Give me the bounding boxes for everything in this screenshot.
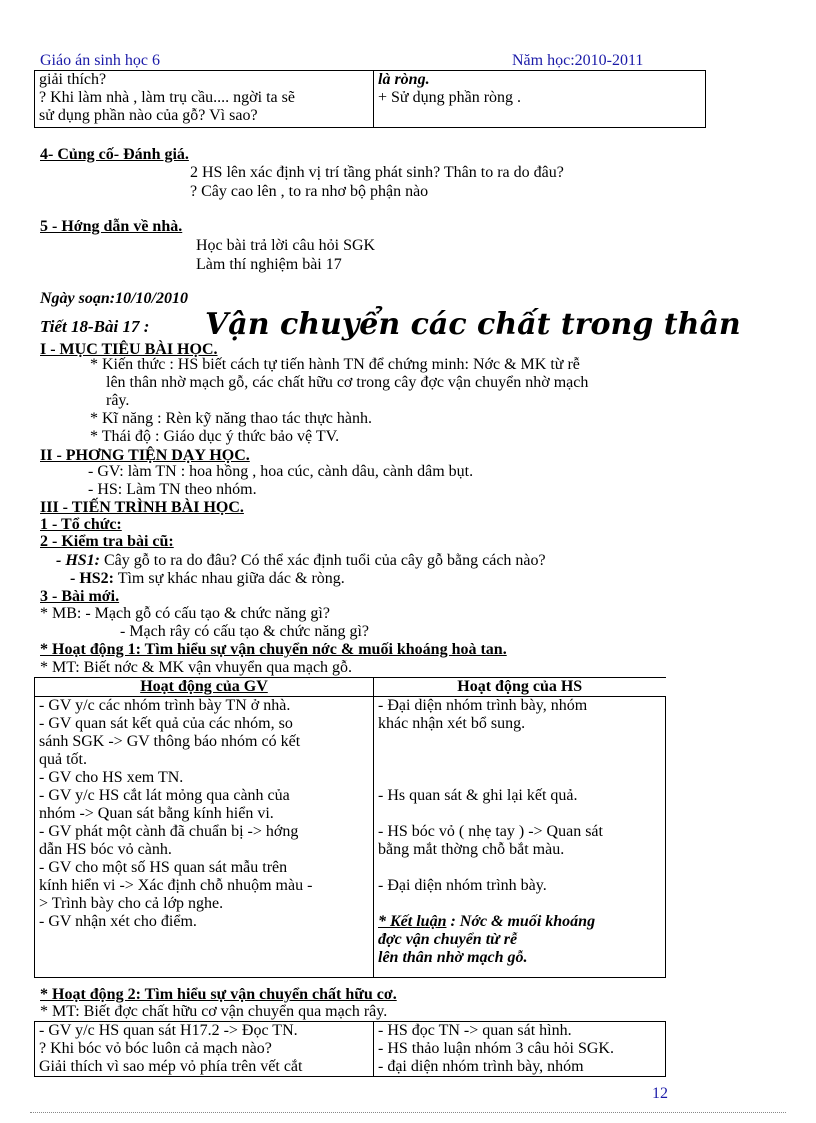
hs-spacer [378,895,661,913]
activity2-mt: * MT: Biết đợc chất hữu cơ vận chuyển qua mạch rây. [40,1003,388,1020]
gv-line: - GV y/c HS cắt lát mỏng qua cành của [39,787,290,804]
header-right: Năm học:2010-2011 [512,52,644,69]
lesson-title: Vận chuyển các chất trong thân [205,307,741,342]
objectives-heading: I - MỤC TIÊU BÀI HỌC. [40,341,218,358]
hs-line: - HS thảo luận nhóm 3 câu hỏi SGK. [378,1040,614,1057]
conclusion-line: lên thân nhờ mạch gỗ. [378,949,528,966]
check-heading [40,533,174,551]
top-left-line: ? Khi làm nhà , làm trụ cầu.... ngời ta sẽ [39,89,295,106]
gv-line: - GV phát một cành đã chuẩn bị -> hớng [39,823,299,840]
org-heading: 1 - Tổ chức: [40,516,122,533]
gv-line: quả tốt. [39,751,87,768]
page-bottom-rule [30,1112,786,1113]
mb-line: * MB: - Mạch gỗ có cấu tạo & chức năng gì? [40,605,330,622]
date-line: Ngày soạn:10/10/2010 [40,290,188,307]
hs1-label: - HS1: [56,552,100,569]
activity1-gv-cell [35,697,374,978]
page-number: 12 [652,1085,668,1102]
activity1-mt: * MT: Biết nớc & MK vận vhuyển qua mạch gỗ. [40,659,353,676]
hs-line: khác nhận xét bổ sung. [378,715,526,732]
new-lesson-heading: 3 - Bài mới. [40,588,120,605]
top-right-line: + Sử dụng phần ròng . [378,89,522,106]
col-header-gv-text: Hoạt động của GV [140,678,268,695]
activity2-hs-cell [374,1022,666,1077]
top-table-right-cell [374,71,706,128]
knowledge-line: * Kiến thức : HS biết cách tự tiến hành TN để chứng minh: Nớc & MK từ rễ [90,356,580,373]
gv-line: sánh SGK -> GV thông báo nhóm có kết [39,733,301,750]
col-header-hs [374,678,666,697]
gv-line: - GV cho HS xem TN. [39,769,184,786]
process-heading: III - TIẾN TRÌNH BÀI HỌC. [40,499,244,516]
means-hs: - HS: Làm TN theo nhóm. [88,481,257,498]
section5-line: Học bài trả lời câu hỏi SGK [196,237,376,254]
top-table [34,70,706,128]
hs-line: - HS đọc TN -> quan sát hình. [378,1022,572,1039]
gv-line: - GV quan sát kết quả của các nhóm, so [39,715,293,732]
hs-line: - HS bóc vỏ ( nhẹ tay ) -> Quan sát [378,823,603,840]
activity1-table [34,677,666,978]
hs-spacer [378,805,661,823]
hs1-text: Cây gỗ to ra do đâu? Có thể xác định tuổi của cây gỗ bằng cách nào? [100,552,546,569]
activity2-table [34,1021,666,1077]
header-left: Giáo án sinh học 6 [40,52,160,69]
hs-spacer [378,733,661,787]
gv-line: dẫn HS bóc vỏ cành. [39,841,172,858]
gv-line: Giải thích vì sao mép vỏ phía trên vết cắt [39,1058,303,1075]
gv-line: ? Khi bóc vỏ bóc luôn cả mạch nào? [39,1040,272,1057]
means-heading: II - PHƠNG TIỆN DẠY HỌC. [40,447,250,464]
top-left-line: sử dụng phần nào của gỗ? Vì sao? [39,107,258,124]
section4-line: ? Cây cao lên , to ra nhơ bộ phận nào [190,183,429,200]
activity2-heading: * Hoạt động 2: Tìm hiểu sự vận chuyển chất hữu cơ. [40,986,397,1003]
conclusion-line [378,913,661,931]
hs-spacer [378,859,661,877]
gv-line: - GV cho một số HS quan sát mẫu trên [39,859,288,876]
section5-heading: 5 - Hớng dẫn về nhà. [40,218,183,235]
gv-line: - GV y/c các nhóm trình bày TN ở nhà. [39,697,291,714]
conclusion-line: đợc vận chuyển từ rễ [378,931,518,948]
gv-line: kính hiển vi -> Xác định chỗ nhuộm màu - [39,877,313,894]
section5-line: Làm thí nghiệm bài 17 [196,256,342,273]
means-gv: - GV: làm TN : hoa hồng , hoa cúc, cành dâu, cành dâm bụt. [88,463,474,480]
col-header-hs-text: Hoạt động của HS [457,678,583,695]
knowledge-line: lên thân nhờ mạch gỗ, các chất hữu cơ trong cây đợc vận chuyển nhờ mạch [106,374,589,391]
hs1-line [56,552,546,570]
hs2-text: Tìm sự khác nhau giữa dác & ròng. [114,570,345,587]
section4-line: 2 HS lên xác định vị trí tầng phát sinh? Thân to ra do đâu? [190,164,564,181]
lesson-prefix: Tiết 18-Bài 17 : [40,317,150,336]
hs-line: bằng mắt thờng chỗ bắt màu. [378,841,565,858]
top-left-line: giải thích? [39,71,107,88]
gv-line: > Trình bày cho cả lớp nghe. [39,895,224,912]
hs2-label: - HS2: [70,570,114,587]
col-header-gv [35,678,374,697]
conclusion-text: : Nớc & muối khoáng [446,913,596,930]
mb-line: - Mạch rây có cấu tạo & chức năng gì? [120,623,370,640]
section4-heading: 4- Củng cố- Đánh giá. [40,146,189,163]
hs-line: - Đại diện nhóm trình bày. [378,877,547,894]
attitude-line: * Thái độ : Giáo dục ý thức bảo vệ TV. [90,428,340,445]
gv-line: - GV nhận xét cho điểm. [39,913,197,930]
activity1-heading: * Hoạt động 1: Tìm hiểu sự vận chuyển nớc & muối khoáng hoà tan. [40,641,507,658]
check-heading-text: 2 - Kiểm tra bài cũ: [40,533,174,550]
gv-line: nhóm -> Quan sát bằng kính hiển vi. [39,805,274,822]
gv-line: - GV y/c HS quan sát H17.2 -> Đọc TN. [39,1022,298,1039]
top-right-line: là ròng. [378,71,430,88]
hs2-line [70,570,345,588]
activity2-gv-cell [35,1022,374,1077]
hs-line: - Đại diện nhóm trình bày, nhóm [378,697,588,714]
skill-line: * Kĩ năng : Rèn kỹ năng thao tác thực hành. [90,410,372,427]
activity1-hs-cell [374,697,666,978]
knowledge-line: rây. [106,392,130,409]
conclusion-label: * Kết luận [378,913,447,930]
top-table-left-cell [35,71,374,128]
hs-line: - đại diện nhóm trình bày, nhóm [378,1058,584,1075]
hs-line: - Hs quan sát & ghi lại kết quả. [378,787,578,804]
